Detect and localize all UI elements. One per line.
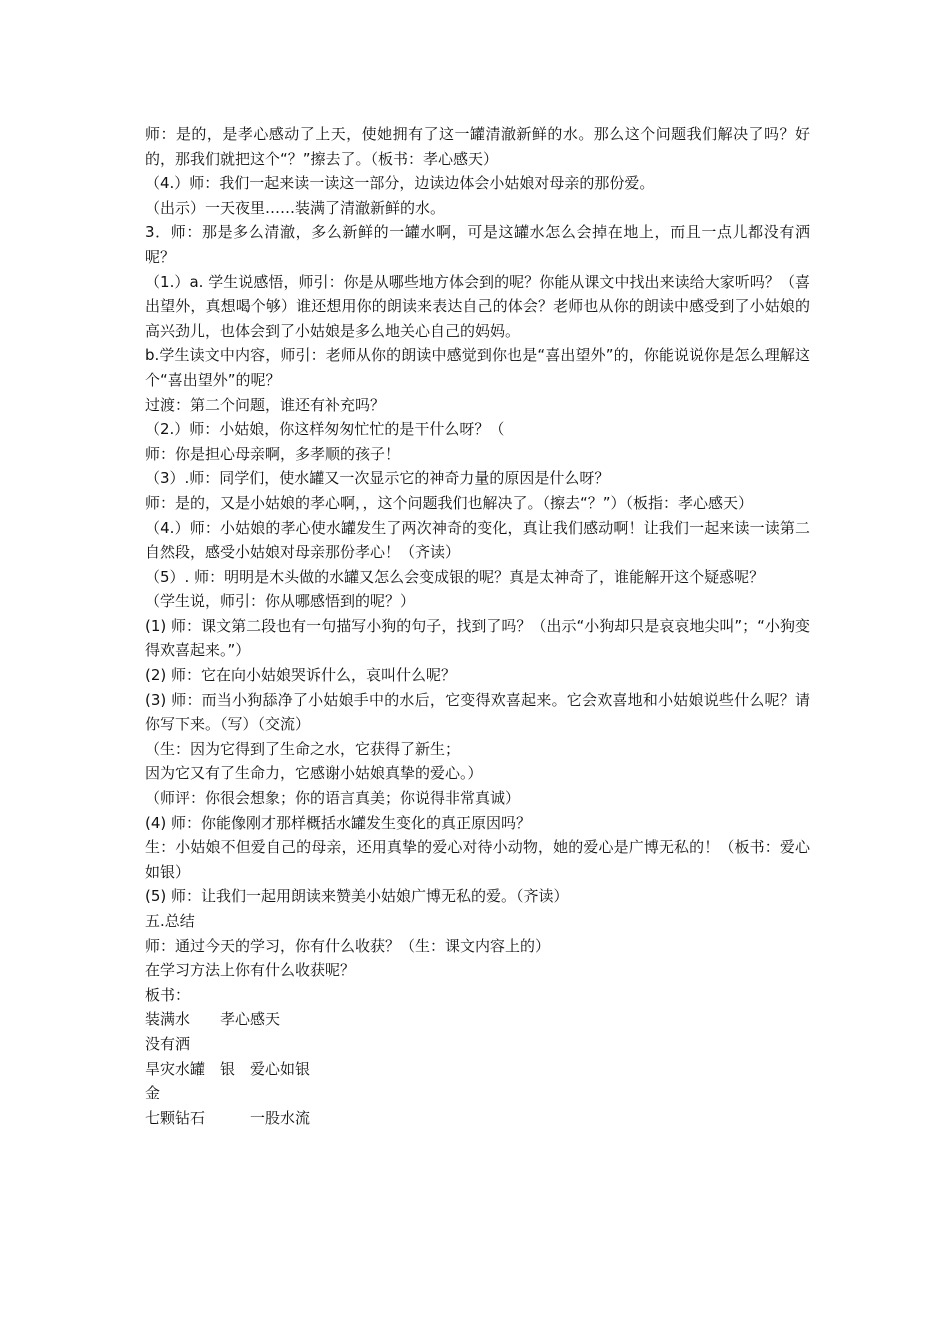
paragraph: （学生说，师引：你从哪感悟到的呢？） [145, 592, 416, 611]
paragraph: 师：通过今天的学习，你有什么收获？（生：课文内容上的） [145, 936, 551, 955]
section-heading: 五.总结 [145, 912, 195, 930]
board-line: 金 [145, 1084, 161, 1103]
board-line: 旱灾水罐 银 爱心如银 [145, 1059, 311, 1078]
paragraph: 因为它又有了生命力，它感谢小姑娘真挚的爱心。） [145, 764, 483, 783]
paragraph: （师评：你很会想象；你的语言真美；你说得非常真诚） [145, 789, 521, 808]
document-body [145, 122, 810, 1130]
paragraph: （出示）一天夜里……装满了清澈新鲜的水。 [145, 198, 446, 217]
paragraph: (1) 师：课文第二段也有一句描写小狗的句子，找到了吗？（出示“小狗却只是哀哀地尖叫”；“小狗变得欢喜起来。”） [145, 616, 810, 660]
paragraph: 师：你是担心母亲啊，多孝顺的孩子！ [145, 444, 401, 463]
paragraph: (2) 师：它在向小姑娘哭诉什么，哀叫什么呢？ [145, 666, 457, 685]
board-line: 装满水 孝心感天 [145, 1010, 281, 1029]
paragraph: 师：是的，是孝心感动了上天，使她拥有了这一罐清澈新鲜的水。那么这个问题我们解决了吗？好的，那我们就把这个“？”擦去了。（板书：孝心感天） [145, 125, 810, 168]
paragraph: (4) 师：你能像刚才那样概括水罐发生变化的真正原因吗？ [145, 813, 532, 832]
paragraph: 在学习方法上你有什么收获呢？ [145, 961, 356, 980]
board-line: 七颗钻石 一股水流 [145, 1108, 311, 1127]
paragraph: 过渡：第二个问题，谁还有补充吗？ [145, 395, 386, 414]
paragraph: （1.）a. 学生说感悟，师引：你是从哪些地方体会到的呢？你能从课文中找出来读给大家听吗？（喜出望外，真想喝个够）谁还想用你的朗读来表达自己的体会？老师也从你的朗读中感受到了小姑娘的高兴劲儿，也体会到了小姑娘是多么地关心自己的妈妈。 [145, 272, 810, 340]
paragraph: （4.）师：我们一起来读一读这一部分，边读边体会小姑娘对母亲的那份爱。 [145, 174, 655, 193]
board-heading: 板书： [145, 985, 191, 1004]
paragraph: （生：因为它得到了生命之水，它获得了新生； [145, 739, 461, 758]
paragraph: 3．师：那是多么清澈，多么新鲜的一罐水啊，可是这罐水怎么会掉在地上，而且一点儿都没有洒呢？ [145, 223, 810, 266]
paragraph: (3) 师：而当小狗舔净了小姑娘手中的水后，它变得欢喜起来。它会欢喜地和小姑娘说些什么呢？请你写下来。（写）（交流） [145, 690, 810, 734]
paragraph: 生：小姑娘不但爱自己的母亲，还用真挚的爱心对待小动物，她的爱心是广博无私的！（板书：爱心如银） [145, 838, 810, 881]
paragraph: (5) 师：让我们一起用朗读来赞美小姑娘广博无私的爱。（齐读） [145, 887, 569, 906]
board-line: 没有洒 [145, 1034, 191, 1053]
paragraph: 师：是的，又是小姑娘的孝心啊，，这个问题我们也解决了。（擦去“？”）（板指：孝心感天） [145, 493, 754, 512]
paragraph: （4.）师：小姑娘的孝心使水罐发生了两次神奇的变化，真让我们感动啊！让我们一起来读一读第二自然段，感受小姑娘对母亲那份孝心！（齐读） [145, 518, 810, 562]
paragraph: （5）. 师：明明是木头做的水罐又怎么会变成银的呢？真是太神奇了，谁能解开这个疑惑呢？ [145, 567, 765, 586]
paragraph: b.学生读文中内容，师引：老师从你的朗读中感觉到你也是“喜出望外”的，你能说说你是怎么理解这个“喜出望外”的呢？ [145, 346, 810, 389]
paragraph: （2.）师：小姑娘，你这样匆匆忙忙的是干什么呀？（ [145, 420, 505, 439]
paragraph: （3）.师：同学们，使水罐又一次显示它的神奇力量的原因是什么呀？ [145, 469, 610, 488]
